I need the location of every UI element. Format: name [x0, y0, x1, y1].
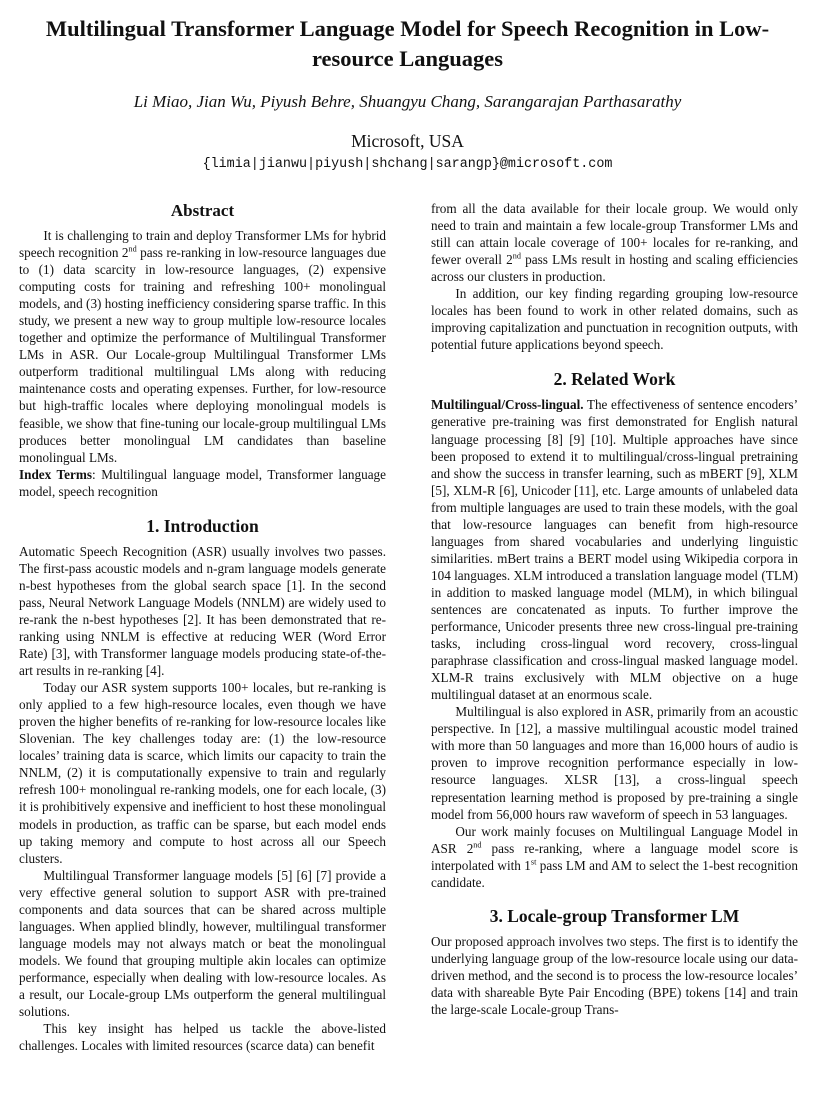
- related-paragraph-2: Multilingual is also explored in ASR, primarily from an acoustic perspective. In [12], a massive multilingual acoustic model trained with more than 50 languages and more than 16,000 hours of audio is proven to improve recognition performance especially in low-resource languages. XLSR [13], a cross-lingual speech representation learning method is proposed by pre-training a single model from 56,000 hours raw waveform of speech in 53 languages.: [431, 704, 798, 822]
- related-work-heading: 2. Related Work: [553, 369, 676, 390]
- abstract-paragraph: It is challenging to train and deploy Transformer LMs for hybrid speech recognition 2nd pass re-ranking in low-resource languages due to (1) data scarcity in low-resource languages, (2) expensive computing costs for training and refreshing 100+ monolingual models, and (3) hosting inefficiency considering sparse traffic. In this study, we present a new way to group multiple low-resource locales together and optimize the performance of Multilingual Transformer LMs in ASR. Our Locale-group Multilingual Transformer LMs outperform traditional multilingual LMs along with reducing maintenance costs and operating expenses. Further, for low-resource but high-traffic locales where deploying monolingual models is feasible, we show that fine-tuning our locale-group multilingual LMs produces better monolingual LM candidates than baseline monolingual LMs.: [19, 228, 386, 465]
- affiliation: Microsoft, USA: [351, 131, 464, 151]
- related-lead-term: Multilingual/Cross-lingual.: [431, 397, 584, 413]
- introduction-heading: 1. Introduction: [146, 515, 259, 536]
- intro-paragraph-3: Multilingual Transformer language models [5] [6] [7] provide a very effective general solution to support ASR with pre-trained components and data sources that can be shared across multiple languages. When applied blindly, however, multilingual transformer language models may not always match or beat the monolingual models. We found that grouping multiple akin locales can optimize performance, especially when dealing with low-resource locales. As a result, our Locale-group LMs outperform the general multilingual solutions.: [19, 867, 386, 1020]
- intro-paragraph-4-continued: from all the data available for their locale group. We would only need to train and maintain a few locale-group Transformer LMs and still can attain locale coverage of 100+ locales for re-ranking, and fewer overall 2nd pass LMs result in hosting and scaling efficiencies across our clusters in production.: [431, 201, 798, 285]
- intro-paragraph-4: This key insight has helped us tackle the above-listed challenges. Locales with limited resources (scarce data) can benefit: [19, 1021, 386, 1054]
- locale-group-heading: 3. Locale-group Transformer LM: [489, 905, 740, 926]
- locale-paragraph-1: Our proposed approach involves two steps. The first is to identify the underlying language group of the low-resource locale using our data-driven method, and the second is to process the low-resource locales’ data with shareable Byte Pair Encoding (BPE) tokens [14] and train the large-scale Locale-group Trans-: [431, 933, 798, 1017]
- left-column: [19, 200, 386, 1054]
- intro-paragraph-1: Automatic Speech Recognition (ASR) usually involves two passes. The first-pass acoustic models and n-gram language models generate n-best hypotheses from the global search space [1]. In the second pass, Neural Network Language Models (NNLM) are widely used to re-rank the n-best hypotheses [2]. It has been demonstrated that re-ranking using NNLM is effective at reducing WER (Word Error Rate) [3], with Transformer language models producing state-of-the-art results in re-ranking [4].: [19, 543, 386, 679]
- index-terms-label: Index Terms: [19, 466, 92, 482]
- abstract-heading: Abstract: [170, 201, 235, 220]
- author-list: Li Miao, Jian Wu, Piyush Behre, Shuangyu Chang, Sarangarajan Parthasarathy: [133, 92, 682, 111]
- related-paragraph-1: Multilingual/Cross-lingual. The effectiveness of sentence encoders’ generative pre-training was first demonstrated for English natural language processing [8] [9] [10]. Multiple approaches have since been proposed to extend it to multilingual/cross-lingual pretraining and show the success in transfer learning, such as mBERT [9], XLM [5], XLM-R [6], Unicoder [11], etc. Large amounts of unlabeled data from multiple languages are used to train these models, with the goal that low-resource languages can benefit from high-resource languages from shared vocabularies and underlying linguistic similarities. mBert trains a BERT model using Wikipedia corpora in 104 languages. XLM introduced a translation language model (TLM) in addition to masked language model (MLM), in which bilingual sentences are concatenated as inputs. To further improve the performance, Unicoder presents three new cross-lingual pre-training tasks, including cross-lingual word recovery, cross-lingual paraphrase classification and cross-lingual masked language model. XLM-R trains exclusively with MLM objective on a huge multilingual dataset at an enormous scale.: [431, 397, 798, 703]
- author-emails: {limia|jianwu|piyush|shchang|sarangp}@microsoft.com: [202, 157, 613, 172]
- paper-title: Multilingual Transformer Language Model for Speech Recognition in Low-resource Languages: [45, 16, 770, 71]
- intro-paragraph-5: In addition, our key finding regarding grouping low-resource locales has been found to work in other related domains, such as improving capitalization and punctuation in recognition outputs, with potential future applications beyond speech.: [431, 286, 798, 353]
- related-paragraph-3: Our work mainly focuses on Multilingual Language Model in ASR 2nd pass re-ranking, where a language model score is interpolated with 1st pass LM and AM to select the 1-best recognition candidate.: [431, 823, 798, 890]
- intro-paragraph-2: Today our ASR system supports 100+ locales, but re-ranking is only applied to a few high-resource locales, even though we have proven the higher benefits of re-ranking for low-resource locales like Slovenian. The key challenges today are: (1) the low-resource locales’ training data is scarce, which limits our capacity to train the NNLM, (2) it is computationally expensive to train and regularly refresh 100+ monolingual re-ranking models, one for each locale, (3) it is prohibitively expensive and inefficient to host these monolingual models in production, as traffic can be sparse, but each model ends up taking memory and compute to host across all our Speech clusters.: [19, 680, 386, 866]
- index-terms: Index Terms: Multilingual language model, Transformer language model, speech recognition: [19, 466, 387, 499]
- right-column: [431, 200, 798, 1018]
